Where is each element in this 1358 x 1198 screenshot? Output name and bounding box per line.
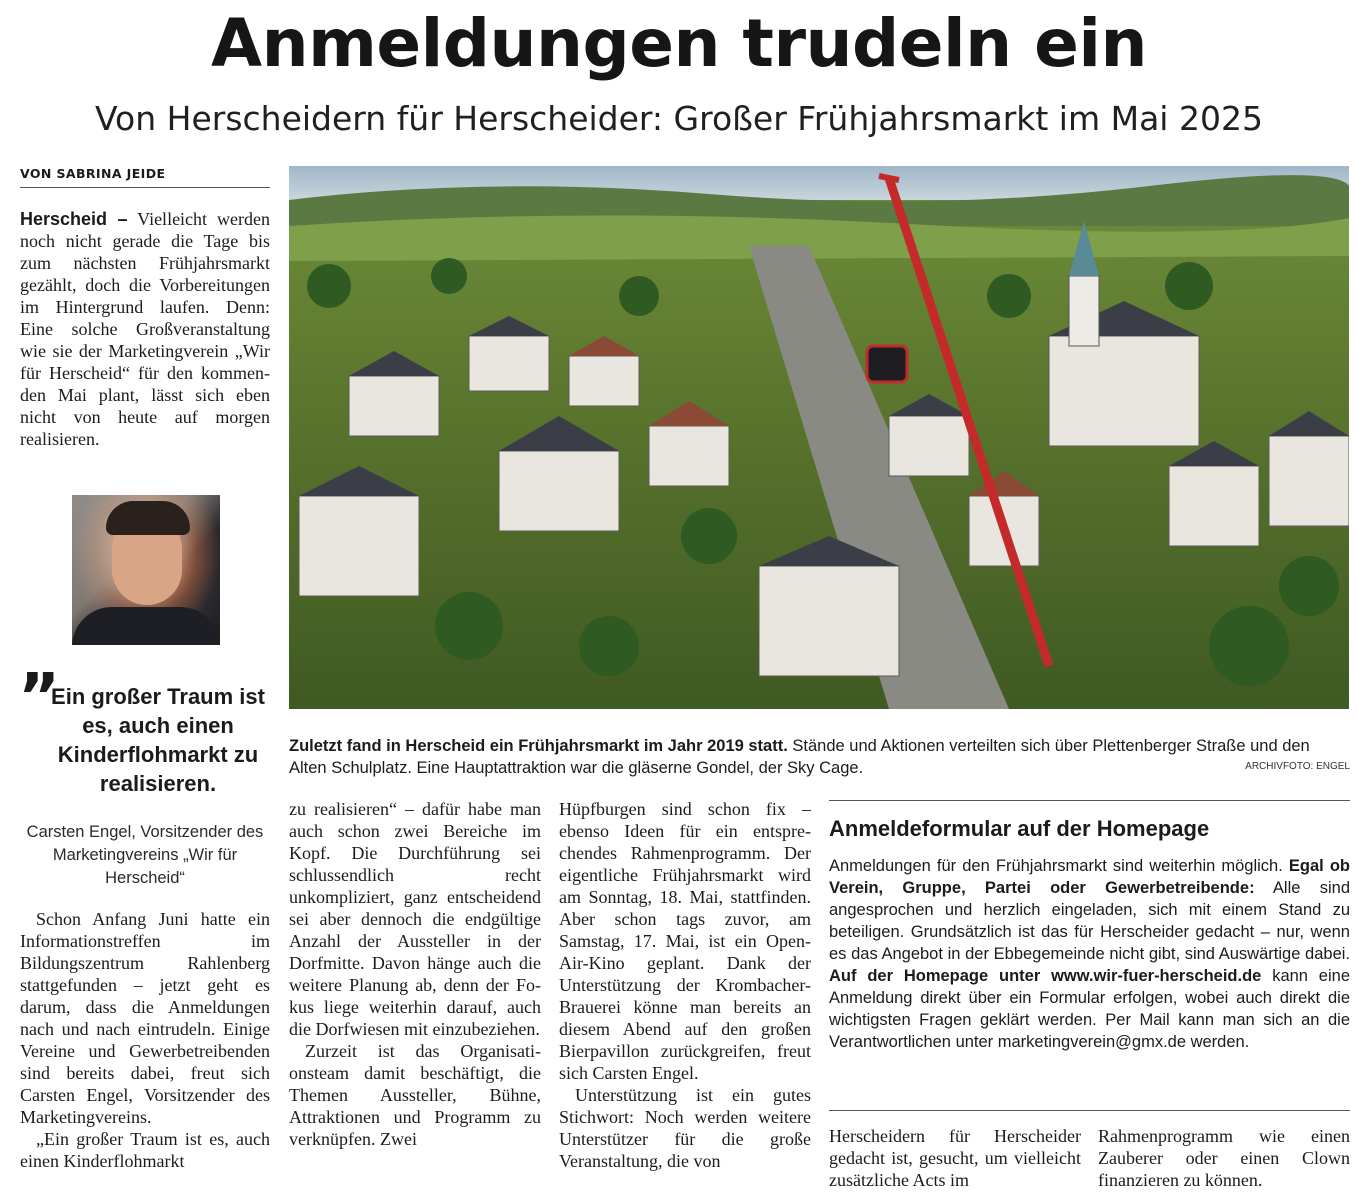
caption-lead: Zuletzt fand in Herscheid ein Frühjahrsmarkt im Jahr 2019 statt. [289,737,788,755]
aerial-photo [289,166,1349,709]
col1-paragraph: Schon Anfang Juni hatte ein Informationstreffen im Bildungszentrum Rahlenberg stattgefunden – jetzt geht es darum, dass die Anmeldungen nach und nach eintrudeln. Einige Vereine und Gewerbetreibenden sind bereits dabei, freut sich Carsten Engel, Vorsitzender des Marketingvereins. [20,909,270,1127]
village-aerial-image [289,166,1349,709]
col3-paragraph-2: Unterstützung ist ein gutes Stichwort: Noch werden weitere Unterstützer für die große Veranstaltung, die von [559,1085,811,1171]
portrait-photo [72,495,220,645]
subheadline: Von Herscheidern für Herscheider: Großer Frühjahrsmarkt im Mai 2025 [95,99,1263,138]
col1-paragraph-2: „Ein großer Traum ist es, auch einen Kinderflohmarkt [20,1129,270,1171]
headline: Anmeldungen trudeln ein [211,5,1147,82]
info-box [829,800,1350,1053]
col2-paragraph-1: zu realisieren“ – dafür habe man auch schon zwei Bereiche im Kopf. Die Durchführung sei schlussendlich recht unkompliziert, ganz entscheidend sei aber dennoch die endgültige Anzahl der Aussteller in der Dorfmitte. Davon hänge auch die weitere Planung ab, denn der Fokus liege weiterhin darauf, auch die Dorfwiesen mit einzubeziehen. [289,799,541,1039]
quote-attribution: Carsten Engel, Vorsitzender des Marketingvereins „Wir für Herscheid“ [26,823,264,887]
photo-caption [289,735,1349,779]
article-column-4 [829,1125,1081,1191]
lead-text: Vielleicht werden noch nicht gerade die Tage bis zum nächsten Frühjahrsmarkt gezählt, doch die Vorbereitungen im Hintergrund laufen. Denn: Eine solche Großveranstaltung wie sie der Marketingverein „Wir für Herscheid“ für den kommenden Mai plant, lässt sich eben nicht von heute auf morgen realisieren. [20,209,270,449]
col4-paragraph: Herscheidern für Herscheider gedacht ist, gesucht, um vielleicht zusätzliche Acts im [829,1126,1081,1190]
divider [829,1110,1350,1111]
lead-paragraph [20,208,270,450]
homepage-link[interactable]: Auf der Homepage unter www.wir-fuer-herscheid.de [829,967,1262,985]
col2-paragraph-2: Zurzeit ist das Organisationsteam damit beschäftigt, die Themen Aussteller, Bühne, Attraktionen und Programm zu verknüpfen. Zwei [289,1041,541,1149]
photo-credit: ARCHIVFOTO: ENGEL [1245,761,1350,772]
col3-paragraph-1: Hüpfburgen sind schon fix – ebenso Ideen für ein entsprechendes Rahmenprogramm. Der eigentliche Frühjahrsmarkt wird am Sonntag, 18. Mai, stattfinden. Aber schon tags zuvor, am Samstag, 17. Mai, ist ein Open-Air-Kino geplant. Dank der Unterstützung der Krombacher-Brauerei könne man bereits an diesem Abend auf den großen Bierpavillon zurückgreifen, freut sich Carsten Engel. [559,799,811,1083]
pull-quote: Ein großer Traum ist es, auch einen Kinderflohmarkt zu realisieren. [51,684,265,796]
dateline: Herscheid – [20,209,128,229]
caption-text: Stände und Aktionen verteilten sich über Plettenberger Straße und den Alten Schulplatz. Eine Hauptattraktion war die gläserne Gondel, der Sky Cage. [289,737,1310,777]
article-column-3 [559,798,811,1172]
article-column-2 [289,798,541,1150]
article-column-5 [1098,1125,1350,1191]
article-column-1 [20,908,270,1172]
col5-paragraph: Rahmenprogramm wie einen Zauberer oder einen Clown finanzieren zu können. [1098,1126,1350,1190]
quote-mark-icon: ” [18,661,61,735]
info-box-title: Anmeldeformular auf der Homepage [829,816,1210,841]
info-box-text: Anmeldungen für den Frühjahrsmarkt sind weiterhin möglich. Egal ob Verein, Gruppe, Partei oder Gewerbetreibende: Alle sind angesprochen und herzlich eingeladen, sich mit einem Stand zu beteiligen. Grundsätzlich ist das für Herscheider gedacht – nur, wenn es das Angebot in der Ebbegemeinde nicht gibt, sind Auswärtige dabei. Auf der Homepage unter www.wir-fuer-herscheid.de kann eine Anmeldung direkt über ein Formular erfolgen, wobei auch direkt die wichtigsten Fragen geklärt werden. Per Mail kann man sich an die Verantwortlichen unter marketingverein@gmx.de werden. [829,857,1350,1051]
byline: VON SABRINA JEIDE [20,166,270,188]
